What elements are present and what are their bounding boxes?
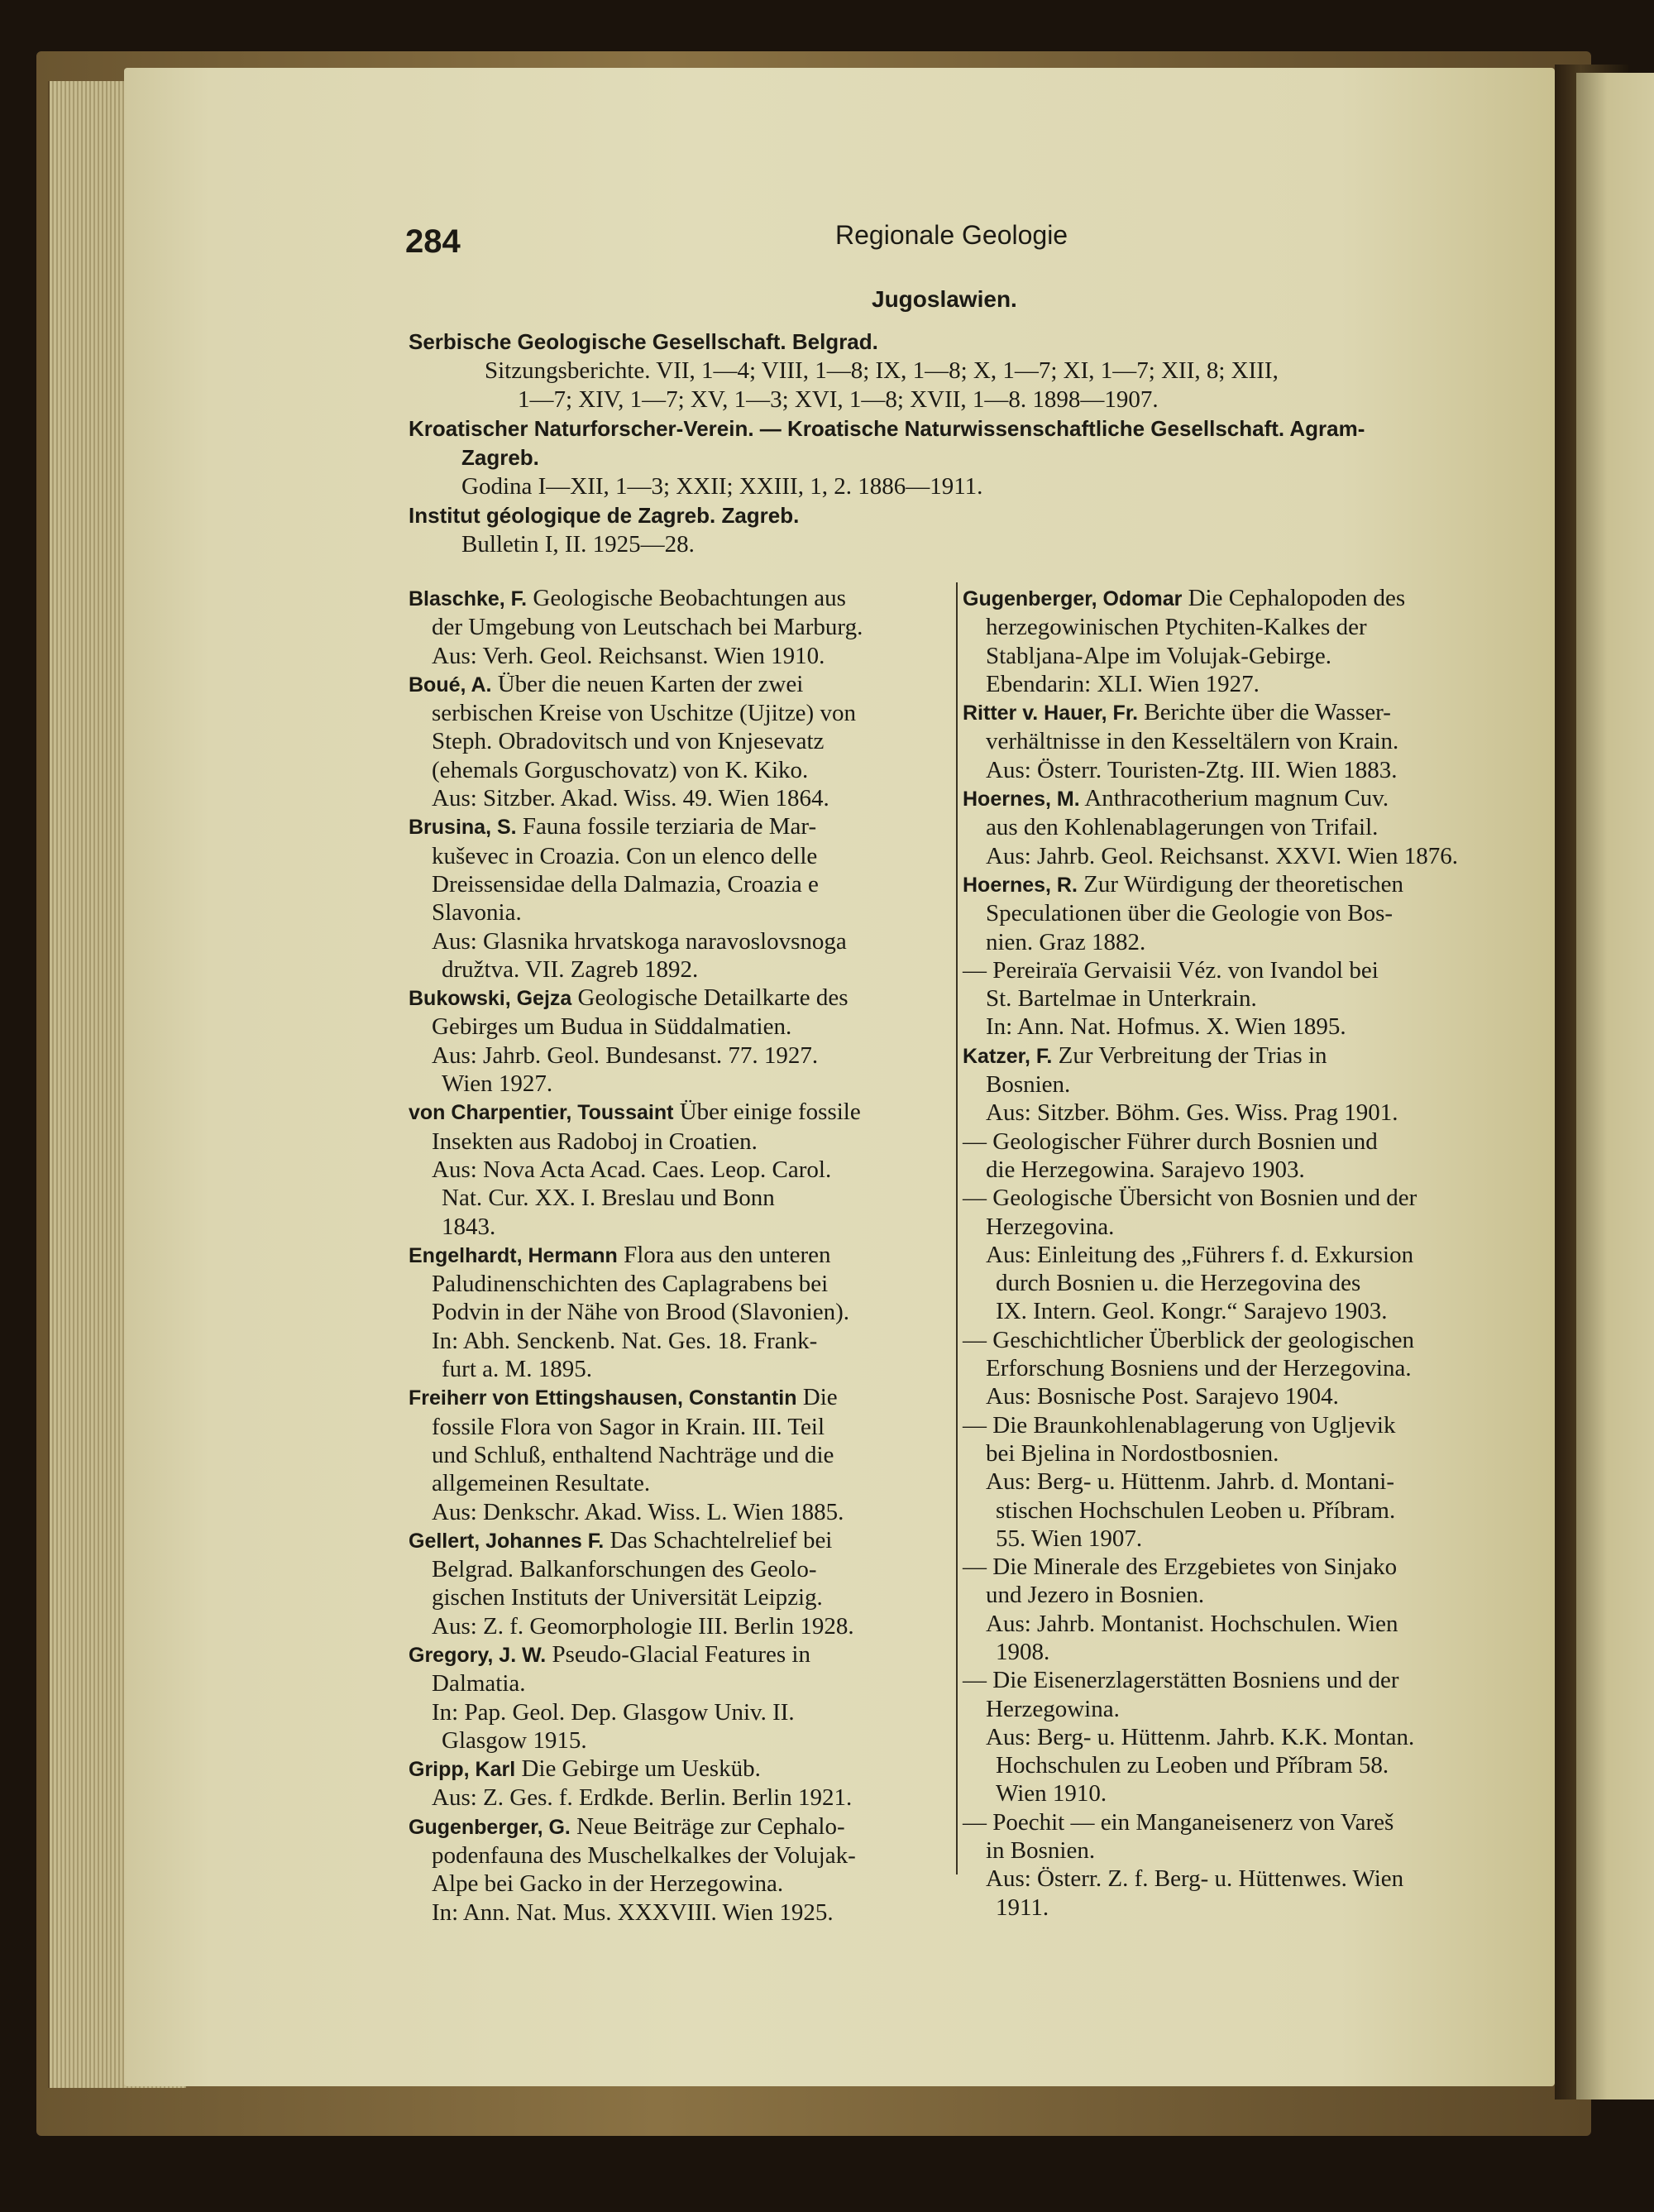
bib-line: Wien 1927.	[442, 1070, 553, 1098]
bib-line: IX. Intern. Geol. Kongr.“ Sarajevo 1903.	[996, 1298, 1388, 1325]
bib-line: In: Ann. Nat. Hofmus. X. Wien 1895.	[986, 1013, 1346, 1041]
bib-line: allgemeinen Resultate.	[432, 1470, 651, 1497]
bib-line: Bosnien.	[986, 1071, 1071, 1099]
bib-line: Aus: Jahrb. Geol. Reichsanst. XXVI. Wien 1876.	[986, 842, 1458, 869]
bib-line: Aus: Österr. Touristen-Ztg. III. Wien 1883.	[986, 756, 1398, 783]
entry-author: Freiherr von Ettingshausen, Constantin	[409, 1386, 797, 1410]
bib-line: Hoernes, M. Anthracotherium magnum Cuv.	[963, 785, 1389, 812]
bib-line: Aus: Berg- u. Hüttenm. Jahrb. K.K. Montan.	[986, 1723, 1415, 1750]
society-entry	[409, 328, 1479, 357]
bib-line: Aus: Bosnische Post. Sarajevo 1904.	[986, 1383, 1339, 1410]
entry-author: Brusina, S.	[409, 816, 517, 840]
bib-line: durch Bosnien u. die Herzegovina des	[996, 1270, 1361, 1297]
bib-line: Ritter v. Hauer, Fr. Berichte über die Wasser-	[963, 699, 1391, 726]
bib-line: bei Bjelina in Nordostbosnien.	[986, 1439, 1279, 1467]
bib-line: Aus: Jahrb. Geol. Bundesanst. 77. 1927.	[432, 1041, 819, 1069]
bib-line: Podvin in der Nähe von Brood (Slavonien).	[432, 1299, 850, 1326]
bib-line: Belgrad. Balkanforschungen des Geolo-	[432, 1556, 817, 1583]
society-detail: Godina I—XII, 1—3; XXII; XXIII, 1, 2. 1886—1911.	[461, 473, 983, 500]
section-title: Jugoslawien.	[872, 286, 1017, 312]
bib-line: In: Pap. Geol. Dep. Glasgow Univ. II.	[432, 1698, 795, 1726]
bib-line: stischen Hochschulen Leoben u. Příbram.	[996, 1496, 1396, 1524]
bib-line: Nat. Cur. XX. I. Breslau und Bonn	[442, 1185, 775, 1212]
bib-line: furt a. M. 1895.	[442, 1356, 593, 1383]
bib-line: Katzer, F. Zur Verbreitung der Trias in	[963, 1041, 1327, 1069]
entry-author: Gellert, Johannes F.	[409, 1529, 605, 1553]
entry-author: Gregory, J. W.	[409, 1643, 547, 1667]
facing-page-edge	[1576, 73, 1654, 2099]
bib-line: und Schluß, enthaltend Nachträge und die	[432, 1441, 834, 1468]
bib-line: aus den Kohlenablagerungen von Trifail.	[986, 814, 1379, 841]
bib-line: 1908.	[996, 1638, 1050, 1665]
bib-line: Herzegowina.	[986, 1695, 1120, 1722]
bib-line: 1843.	[442, 1213, 496, 1240]
bib-line: Speculationen über die Geologie von Bos-	[986, 900, 1393, 927]
bib-line: Aus: Berg- u. Hüttenm. Jahrb. d. Montani-	[986, 1468, 1395, 1496]
bib-line: und Jezero in Bosnien.	[986, 1582, 1205, 1609]
bib-line: 55. Wien 1907.	[996, 1525, 1143, 1552]
bib-line: Aus: Jahrb. Montanist. Hochschulen. Wien	[986, 1610, 1398, 1637]
entry-author: Hoernes, R.	[963, 873, 1078, 897]
bib-line: Dalmatia.	[432, 1670, 526, 1697]
bib-line: Blaschke, F. Geologische Beobachtungen aus	[409, 585, 846, 611]
entry-author: Engelhardt, Hermann	[409, 1243, 618, 1267]
society-detail: Bulletin I, II. 1925—28.	[461, 531, 695, 558]
bib-line: Erforschung Bosniens und der Herzegovina.	[986, 1355, 1412, 1382]
bib-line: Steph. Obradovitsch und von Knjesevatz	[432, 728, 825, 755]
bib-line: In: Abh. Senckenb. Nat. Ges. 18. Frank-	[432, 1327, 818, 1354]
society-name: Serbische Geologische Gesellschaft. Belgrad.	[409, 329, 878, 354]
society-entry	[409, 414, 1479, 443]
bib-line: die Herzegowina. Sarajevo 1903.	[986, 1156, 1305, 1183]
bib-line: Alpe bei Gacko in der Herzegowina.	[432, 1870, 784, 1898]
bib-line: nien. Graz 1882.	[986, 928, 1146, 955]
bib-line: Aus: Sitzber. Böhm. Ges. Wiss. Prag 1901.	[986, 1099, 1398, 1127]
bib-line: Stabljana-Alpe im Volujak-Gebirge.	[986, 642, 1332, 669]
society-entry	[409, 501, 1479, 530]
entry-author: Hoernes, M.	[963, 788, 1080, 812]
bib-line: Dreissensidae della Dalmazia, Croazia e	[432, 870, 819, 898]
society-detail: 1—7; XIV, 1—7; XV, 1—3; XVI, 1—8; XVII, 1—8. 1898—1907.	[518, 386, 1159, 413]
bib-line: Aus: Österr. Z. f. Berg- u. Hüttenwes. Wien	[986, 1865, 1404, 1893]
entry-author: von Charpentier, Toussaint	[409, 1101, 674, 1125]
bib-line: Aus: Z. f. Geomorphologie III. Berlin 1928.	[432, 1612, 854, 1640]
bib-line: Paludinenschichten des Caplagrabens bei	[432, 1271, 829, 1298]
bib-line: Aus: Verh. Geol. Reichsanst. Wien 1910.	[432, 642, 825, 669]
bib-line: In: Ann. Nat. Mus. XXXVIII. Wien 1925.	[432, 1898, 834, 1926]
society-name: Institut géologique de Zagreb. Zagreb.	[409, 503, 800, 528]
bib-line: gischen Instituts der Universität Leipzig.	[432, 1584, 823, 1611]
column-divider	[956, 582, 958, 1874]
entry-author: Gripp, Karl	[409, 1758, 516, 1782]
bib-line: Aus: Sitzber. Akad. Wiss. 49. Wien 1864.	[432, 785, 829, 812]
bib-line: družtva. VII. Zagreb 1892.	[442, 955, 699, 983]
bib-line: Gellert, Johannes F. Das Schachtelrelief bei	[409, 1526, 833, 1554]
bib-line: Aus: Z. Ges. f. Erdkde. Berlin. Berlin 1921.	[432, 1784, 853, 1812]
entry-author: Ritter v. Hauer, Fr.	[963, 701, 1139, 725]
bib-line: fossile Flora von Sagor in Krain. III. Teil	[432, 1413, 825, 1440]
bib-line: Hoernes, R. Zur Würdigung der theoretischen	[963, 870, 1404, 898]
society-detail: Zagreb.	[461, 445, 539, 470]
bib-line: — Die Minerale des Erzgebietes von Sinjako	[963, 1554, 1398, 1581]
bib-line: Gugenberger, G. Neue Beiträge zur Cephalo-	[409, 1812, 845, 1840]
bib-line: Slavonia.	[432, 899, 522, 926]
bib-line: Gripp, Karl Die Gebirge um Uesküb.	[409, 1755, 761, 1783]
entry-author: Boué, A.	[409, 673, 492, 697]
entry-author: Bukowski, Gejza	[409, 987, 572, 1011]
right-column	[963, 584, 1492, 1922]
bib-line: in Bosnien.	[986, 1837, 1096, 1865]
entry-author: Gugenberger, Odomar	[963, 587, 1183, 610]
bib-line: Wien 1910.	[996, 1780, 1107, 1807]
bib-line: von Charpentier, Toussaint Über einige fossile	[409, 1099, 861, 1126]
society-detail: Sitzungsberichte. VII, 1—4; VIII, 1—8; IX, 1—8; X, 1—7; XI, 1—7; XII, 8; XIII,	[485, 357, 1279, 384]
bib-line: Gebirges um Budua in Süddalmatien.	[432, 1013, 792, 1041]
left-column	[409, 584, 939, 1927]
bib-line: Aus: Glasnika hrvatskoga naravoslovsnoga	[432, 927, 847, 955]
entry-author: Blaschke, F.	[409, 587, 528, 610]
bib-line: Freiherr von Ettingshausen, Constantin Die	[409, 1384, 838, 1411]
bib-line: podenfauna des Muschelkalkes der Volujak-	[432, 1842, 856, 1870]
bib-line: Glasgow 1915.	[442, 1726, 587, 1754]
running-head: Regionale Geologie	[835, 220, 1068, 250]
bib-line: kuševec in Croazia. Con un elenco delle	[432, 842, 818, 869]
bib-line: Aus: Denkschr. Akad. Wiss. L. Wien 1885.	[432, 1498, 844, 1525]
bib-line: Aus: Einleitung des „Führers f. d. Exkursion	[986, 1241, 1414, 1268]
bib-line: — Geologische Übersicht von Bosnien und der	[963, 1185, 1417, 1212]
bib-line: Insekten aus Radoboj in Croatien.	[432, 1128, 758, 1155]
bib-line: — Poechit — ein Manganeisenerz von Vareš	[963, 1808, 1394, 1836]
bib-line: — Pereiraïa Gervaisii Véz. von Ivandol bei	[963, 956, 1379, 984]
bib-line: Bukowski, Gejza Geologische Detailkarte des	[409, 984, 849, 1012]
bib-line: — Geologischer Führer durch Bosnien und	[963, 1128, 1378, 1155]
bib-line: 1911.	[996, 1894, 1049, 1921]
bib-line: Boué, A. Über die neuen Karten der zwei	[409, 670, 804, 697]
bib-line: — Die Braunkohlenablagerung von Ugljevik	[963, 1411, 1396, 1439]
bib-line: — Geschichtlicher Überblick der geologischen	[963, 1326, 1414, 1353]
bib-line: der Umgebung von Leutschach bei Marburg.	[432, 614, 863, 641]
bib-line: Herzegovina.	[986, 1213, 1115, 1240]
entry-author: Gugenberger, G.	[409, 1815, 571, 1839]
bib-line: verhältnisse in den Kesseltälern von Krain.	[986, 728, 1399, 755]
bib-line: — Die Eisenerzlagerstätten Bosniens und der	[963, 1667, 1399, 1694]
bib-line: Gugenberger, Odomar Die Cephalopoden des	[963, 585, 1406, 611]
bib-line: Brusina, S. Fauna fossile terziaria de Mar-	[409, 813, 817, 840]
bib-line: Gregory, J. W. Pseudo-Glacial Features in	[409, 1640, 810, 1668]
bib-line: (ehemals Gorguschovatz) von K. Kiko.	[432, 756, 809, 783]
bib-line: Aus: Nova Acta Acad. Caes. Leop. Carol.	[432, 1156, 832, 1183]
page-number: 284	[405, 223, 461, 260]
bib-line: St. Bartelmae in Unterkrain.	[986, 985, 1257, 1013]
entry-author: Katzer, F.	[963, 1044, 1053, 1068]
bib-line: Engelhardt, Hermann Flora aus den unteren	[409, 1241, 831, 1268]
bib-line: serbischen Kreise von Uschitze (Ujitze) von	[432, 700, 856, 727]
bib-line: herzegowinischen Ptychiten-Kalkes der	[986, 614, 1367, 641]
bib-line: Ebendarin: XLI. Wien 1927.	[986, 670, 1260, 697]
society-name: Kroatischer Naturforscher-Verein. — Kroatische Naturwissenschaftliche Gesellschaft. Agram-	[409, 416, 1365, 441]
bib-line: Hochschulen zu Leoben und Příbram 58.	[996, 1752, 1389, 1779]
society-list	[409, 328, 1479, 559]
